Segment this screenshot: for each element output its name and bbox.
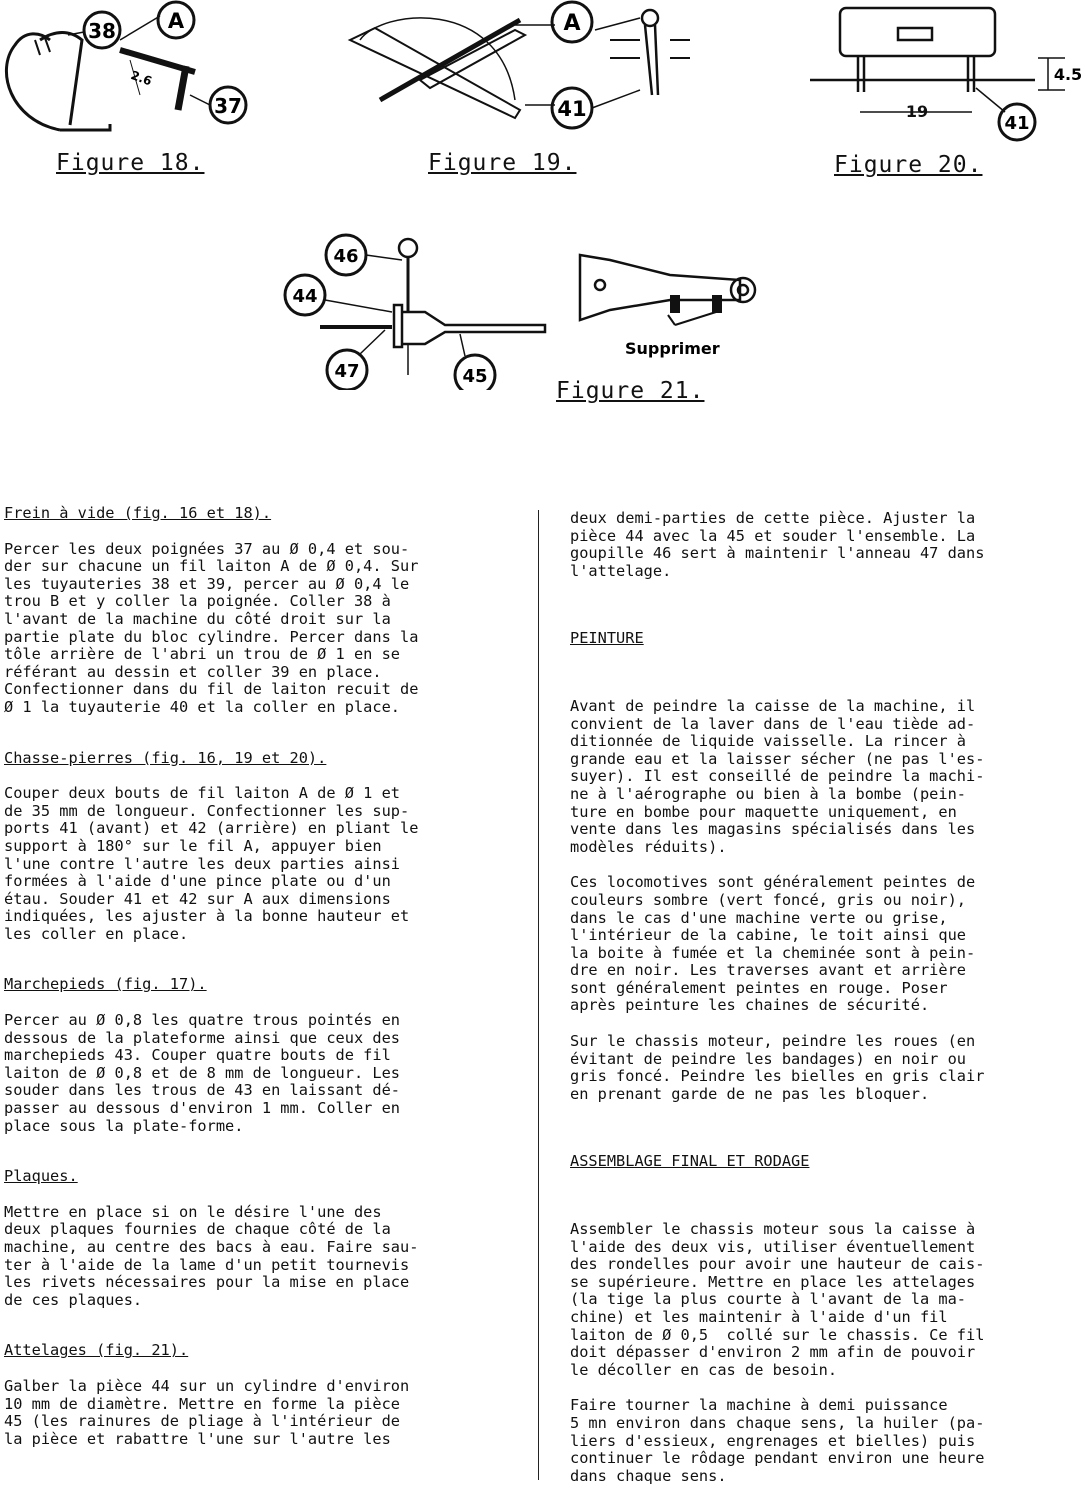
text-line: partie plate du bloc cylindre. Percer dans la: [4, 627, 419, 646]
section-body-marchepieds: [4, 1012, 516, 1135]
text-line: tôle arrière de l'abri un trou de Ø 1 en se: [4, 645, 401, 664]
text-line: Ces locomotives sont généralement peintes de: [570, 873, 976, 892]
fig21-remove-note: Supprimer: [625, 339, 720, 358]
figure-20-caption: Figure 20.: [834, 152, 983, 178]
figure-19-caption: Figure 19.: [428, 150, 577, 176]
text-line: Mettre en place si on le désire l'une des: [4, 1202, 382, 1221]
text-line: l'intérieur de la cabine, le toit ainsi que: [570, 926, 967, 945]
text-line: der sur chacune un fil laiton A de Ø 0,4. Sur: [4, 557, 419, 576]
text-line: chine) et les maintenir à l'aide d'un fil: [570, 1308, 948, 1326]
text-line: support à 180° sur le fil A, appuyer bien: [4, 836, 382, 855]
text-line: pièce 44 avec la 45 et souder l'ensemble. La: [570, 526, 976, 545]
fig18-dimension: 2.6: [128, 68, 154, 89]
text-line: Assembler le chassis moteur sous la caisse à: [570, 1220, 976, 1239]
section-heading-marchepieds: Marchepieds (fig. 17).: [4, 975, 207, 994]
text-line: passer au dessous d'environ 1 mm. Coller en: [4, 1099, 401, 1118]
text-line: dre en noir. Les traverses avant et arrière: [570, 961, 967, 980]
section-heading-assemblage: ASSEMBLAGE FINAL ET RODAGE: [570, 1152, 810, 1171]
section-heading-chasse-pierres: Chasse-pierres (fig. 16, 19 et 20).: [4, 748, 327, 767]
text-line: l'aide des deux vis, utiliser éventuellement: [570, 1237, 976, 1256]
text-line: étau. Souder 41 et 42 sur A aux dimensions: [4, 889, 391, 908]
text-line: des rondelles pour avoir une hauteur de cais-: [570, 1255, 985, 1274]
text-line: dans le cas d'une machine verte ou grise,: [570, 908, 948, 927]
assemblage-paragraph-1: [570, 1221, 1082, 1379]
text-line: goupille 46 sert à maintenir l'anneau 47 dans: [570, 544, 985, 563]
text-line: grande eau et la laisser sécher (ne pas l'es-: [570, 749, 985, 768]
figure-21-caption: Figure 21.: [556, 378, 705, 404]
text-line: deux demi-parties de cette pièce. Ajuster la: [570, 509, 976, 527]
text-line: Confectionner dans du fil de laiton recuit de: [4, 680, 419, 699]
left-column: [4, 505, 516, 1448]
text-line: référant au dessin et coller 39 en place.: [4, 662, 382, 681]
column-divider: [538, 510, 539, 1480]
figure-18-drawing: [0, 0, 260, 150]
figure-19-drawing: [340, 0, 700, 150]
text-line: suyer). Il est conseillé de peindre la machi-: [570, 767, 985, 786]
text-line: se supérieure. Mettre en place les attelages: [570, 1272, 976, 1291]
text-line: couleurs sombre (vert foncé, gris ou noir),: [570, 890, 967, 909]
text-line: indiquées, les ajuster à la bonne hauteur et: [4, 907, 410, 926]
section-heading-plaques: Plaques.: [4, 1167, 78, 1186]
text-line: modèles réduits).: [570, 837, 727, 856]
text-line: Percer au Ø 0,8 les quatre trous pointés en: [4, 1011, 401, 1030]
text-line: l'une contre l'autre les deux parties ainsi: [4, 854, 401, 873]
text-line: dessous de la plateforme ainsi que ceux des: [4, 1028, 401, 1047]
text-line: Avant de peindre la caisse de la machine, il: [570, 696, 976, 715]
text-line: ports 41 (avant) et 42 (arrière) en pliant le: [4, 819, 419, 838]
right-column: [570, 510, 1082, 1485]
section-body-frein: [4, 541, 516, 717]
text-line: la pièce et rabattre l'une sur l'autre les: [4, 1429, 391, 1448]
text-line: en prenant garde de ne pas les bloquer.: [570, 1084, 930, 1103]
figures-area: [0, 0, 1092, 440]
text-line: ne à l'aérographe ou bien à la bombe (pein-: [570, 784, 967, 803]
text-line: liers d'essieux, engrenages et bielles) puis: [570, 1431, 976, 1450]
text-line: ture en bombe pour maquette uniquement, en: [570, 802, 957, 821]
text-line: Percer les deux poignées 37 au Ø 0,4 et sou-: [4, 539, 410, 558]
text-line: vente dans les magasins spécialisés dans les: [570, 820, 976, 839]
text-line: les tuyauteries 38 et 39, percer au Ø 0,4 le: [4, 574, 410, 593]
text-line: laiton de Ø 0,5 collé sur le chassis. Ce fil: [570, 1325, 985, 1344]
figure-18-caption: Figure 18.: [56, 150, 205, 176]
text-line: Sur le chassis moteur, peindre les roues (en: [570, 1032, 976, 1051]
text-line: de ces plaques.: [4, 1290, 143, 1309]
fig20-label-height: 4.5: [1053, 65, 1083, 84]
fig21-label-45: 45: [462, 366, 488, 387]
text-line: 5 mn environ dans chaque sens, la huiler (pa-: [570, 1413, 985, 1432]
text-line: les rivets nécessaires pour la mise en place: [4, 1273, 410, 1292]
text-line: convient de la laver dans de l'eau tiède ad-: [570, 714, 976, 733]
peinture-paragraph-2: [570, 874, 1082, 1015]
text-line: continuer le rôdage pendant environ une heure: [570, 1449, 985, 1468]
attelages-continuation: [570, 510, 1082, 580]
text-line: deux plaques fournies de chaque côté de la: [4, 1220, 391, 1239]
peinture-paragraph-3: [570, 1033, 1082, 1103]
fig18-label-37: 37: [214, 94, 242, 118]
text-line: Couper deux bouts de fil laiton A de Ø 1 et: [4, 784, 401, 803]
text-line: évitant de peindre les bandages) en noir ou: [570, 1049, 967, 1068]
fig21-label-47: 47: [334, 361, 360, 382]
section-heading-attelages: Attelages (fig. 21).: [4, 1341, 189, 1360]
text-line: Galber la pièce 44 sur un cylindre d'environ: [4, 1376, 410, 1395]
text-line: trou B et y coller la poignée. Coller 38 à: [4, 592, 391, 611]
text-line: doit dépasser d'environ 2 mm afin de pouvoir: [570, 1343, 976, 1362]
text-line: gris foncé. Peindre les bielles en gris clair: [570, 1067, 985, 1086]
text-line: laiton de Ø 0,8 et de 8 mm de longueur. Les: [4, 1063, 401, 1082]
text-line: après peinture les chaines de sécurité.: [570, 996, 930, 1015]
fig20-label-width: 19: [905, 102, 929, 121]
section-heading-frein: Frein à vide (fig. 16 et 18).: [4, 504, 272, 522]
figure-20-drawing: [800, 0, 1090, 150]
text-line: 10 mm de diamètre. Mettre en forme la pièce: [4, 1394, 401, 1413]
text-line: souder dans les trous de 43 en laissant dé-: [4, 1081, 401, 1100]
text-line: l'attelage.: [570, 561, 672, 580]
text-line: machine, au centre des bacs à eau. Faire sau-: [4, 1238, 419, 1256]
text-line: la boite à fumée et la cheminée sont à pein-: [570, 943, 976, 962]
text-line: l'avant de la machine du côté droit sur la: [4, 609, 391, 628]
section-body-plaques: [4, 1204, 516, 1310]
text-line: (la tige la plus courte à l'avant de la ma-: [570, 1290, 967, 1309]
fig21-label-46: 46: [333, 246, 359, 267]
text-line: Faire tourner la machine à demi puissance: [570, 1396, 948, 1415]
fig19-label-a: A: [563, 11, 581, 36]
text-line: le décoller en cas de besoin.: [570, 1360, 838, 1379]
text-line: ter à l'aide de la lame d'un petit tournevis: [4, 1255, 410, 1274]
fig19-label-41: 41: [557, 97, 587, 121]
text-line: 45 (les rainures de pliage à l'intérieur de: [4, 1412, 401, 1431]
figure-21-drawing: [280, 230, 780, 390]
text-line: marchepieds 43. Couper quatre bouts de fil: [4, 1046, 391, 1065]
text-line: sont généralement peintes en rouge. Poser: [570, 978, 948, 997]
fig18-label-a: A: [167, 9, 185, 33]
text-line: dans chaque sens.: [570, 1466, 727, 1485]
text-line: les coller en place.: [4, 924, 189, 943]
fig20-label-41: 41: [1004, 113, 1030, 134]
fig21-label-44: 44: [292, 286, 318, 307]
section-body-chasse-pierres: [4, 785, 516, 943]
text-line: ditionnée de liquide vaisselle. La rincer à: [570, 732, 967, 751]
text-line: de 35 mm de longueur. Confectionner les sup-: [4, 801, 410, 820]
section-heading-peinture: PEINTURE: [570, 629, 644, 648]
section-body-attelages: [4, 1378, 516, 1448]
text-line: place sous la plate-forme.: [4, 1116, 244, 1135]
text-line: formées à l'aide d'une pince plate ou d'un: [4, 872, 391, 891]
assemblage-paragraph-2: [570, 1397, 1082, 1485]
text-line: Ø 1 la tuyauterie 40 et la coller en place.: [4, 697, 401, 716]
fig18-label-38: 38: [88, 19, 116, 43]
peinture-paragraph-1: [570, 698, 1082, 856]
